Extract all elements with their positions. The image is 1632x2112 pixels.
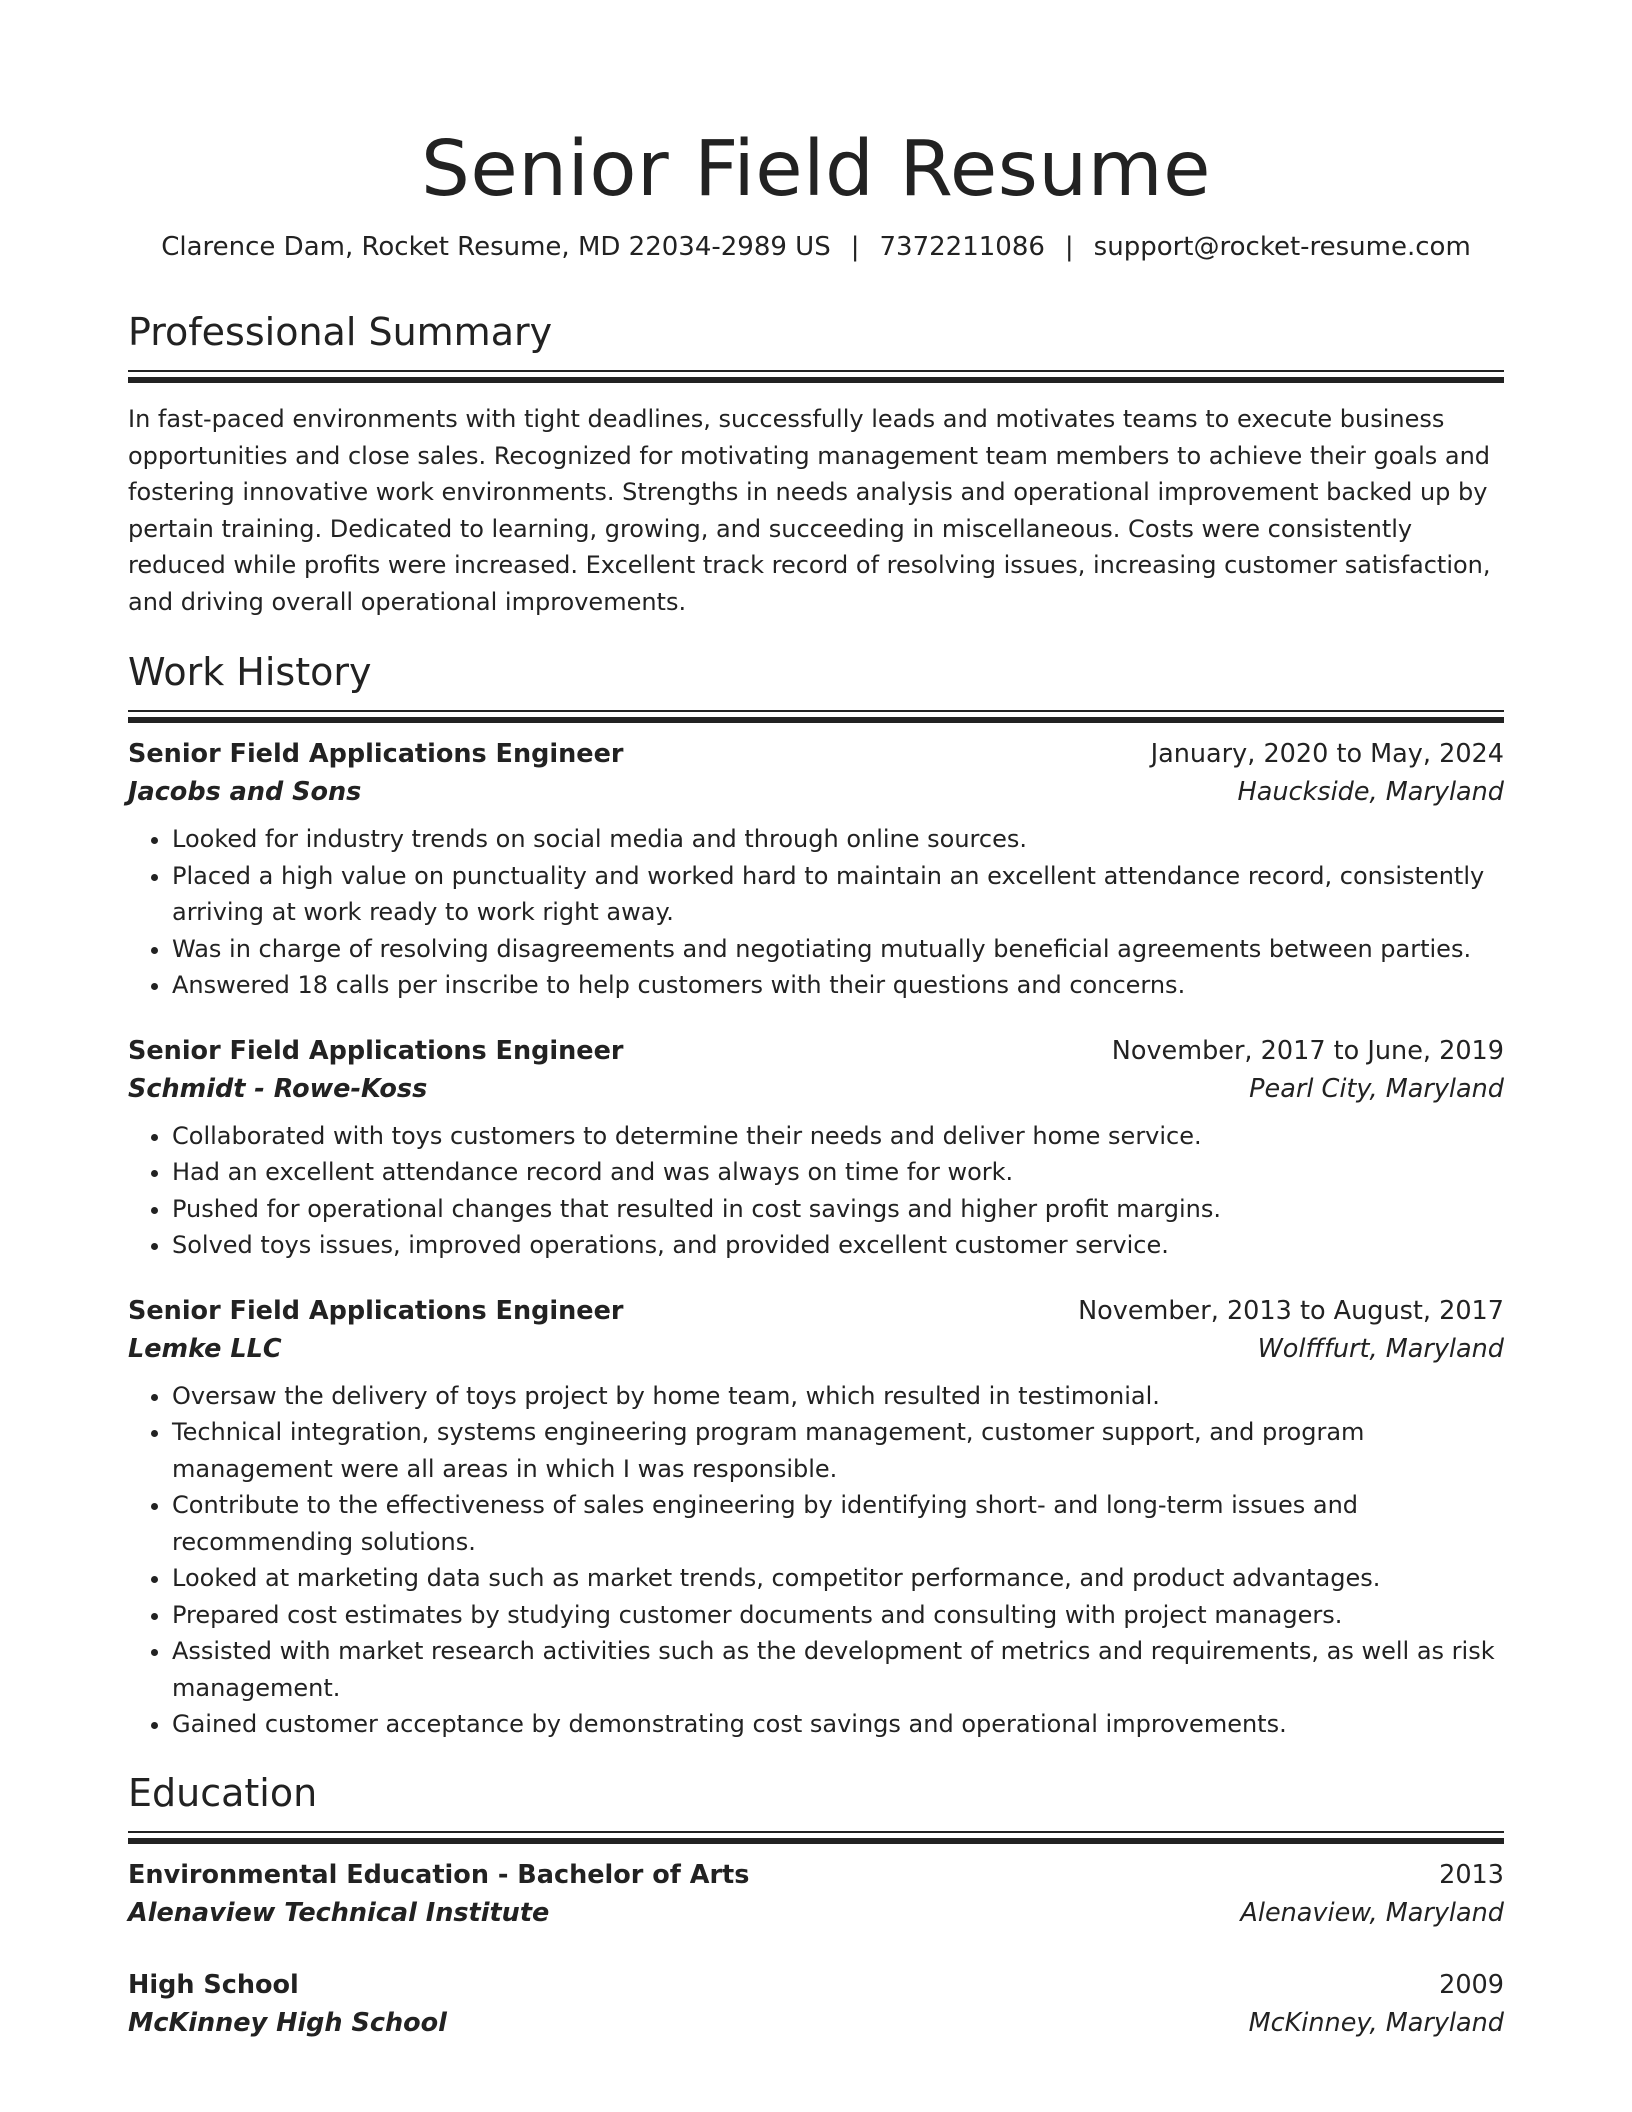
job-location: Hauckside, Maryland [1237, 777, 1504, 807]
education-year: 2009 [1439, 1969, 1504, 2000]
job-bullets [128, 1378, 1504, 1743]
education-school-row [128, 1894, 1504, 1932]
education-entry [128, 1966, 1504, 2042]
section-divider [128, 1831, 1504, 1844]
job-dates: January, 2020 to May, 2024 [1150, 739, 1504, 769]
work-history-section [128, 648, 1504, 1743]
job-bullet: • Pushed for operational changes that resulted in cost savings and higher profit margins. [172, 1191, 1504, 1228]
resume-page [128, 0, 1504, 2042]
education-degree: Environmental Education - Bachelor of Arts [128, 1859, 750, 1890]
job-header-row [128, 1292, 1504, 1330]
job-title: Senior Field Applications Engineer [128, 1295, 624, 1326]
job-entry [128, 735, 1504, 1004]
job-entry [128, 1292, 1504, 1743]
resume-title: Senior Field Resume [420, 125, 1212, 214]
job-bullet: • Technical integration, systems engineering program management, customer support, and program management were all areas in which I was responsible. [172, 1414, 1504, 1487]
job-bullet: • Placed a high value on punctuality and worked hard to maintain an excellent attendance record, consistently arriving at work ready to work right away. [172, 858, 1504, 931]
job-title: Senior Field Applications Engineer [128, 739, 624, 769]
job-employer-row [128, 1330, 1504, 1368]
section-divider [128, 370, 1504, 383]
job-dates: November, 2017 to June, 2019 [1111, 1035, 1504, 1066]
job-bullet: • Prepared cost estimates by studying customer documents and consulting with project managers. [172, 1597, 1504, 1634]
job-bullet: • Looked at marketing data such as market trends, competitor performance, and product advantages. [172, 1560, 1504, 1597]
job-entry [128, 1032, 1504, 1264]
job-bullet: • Looked for industry trends on social media and through online sources. [172, 821, 1504, 858]
job-title: Senior Field Applications Engineer [128, 1035, 624, 1066]
education-school: Alenaview Technical Institute [128, 1897, 550, 1928]
job-location: Pearl City, Maryland [1249, 1073, 1504, 1104]
contact-separator: | [850, 232, 860, 262]
job-bullet: • Oversaw the delivery of toys project by home team, which resulted in testimonial. [172, 1378, 1504, 1415]
summary-text: In fast-paced environments with tight deadlines, successfully leads and motivates teams to execute business opportunities and close sales. Recognized for motivating management team members to achieve their goals and fostering innovative work environments. Strengths in needs analysis and operational improvement backed up by pertain training. Dedicated to learning, growing, and succeeding in miscellaneous. Costs were consistently reduced while profits were increased. Excellent track record of resolving issues, increasing customer satisfaction, and driving overall operational improvements. [128, 405, 1491, 616]
job-bullets [128, 821, 1504, 1004]
job-location: Wolfffurt, Maryland [1257, 1333, 1504, 1364]
job-bullet: • Gained customer acceptance by demonstrating cost savings and operational improvements. [172, 1706, 1504, 1743]
job-employer: Jacobs and Sons [128, 777, 362, 807]
contact-address: Clarence Dam, Rocket Resume, MD 22034-2989 US [161, 232, 831, 262]
education-year: 2013 [1439, 1859, 1504, 1890]
job-header-row [128, 735, 1504, 773]
job-bullet: • Had an excellent attendance record and was always on time for work. [172, 1154, 1504, 1191]
job-employer: Lemke LLC [128, 1333, 282, 1364]
section-heading-work-history: Work History [128, 650, 372, 694]
contact-separator: | [1064, 232, 1074, 262]
job-dates: November, 2013 to August, 2017 [1078, 1295, 1504, 1326]
section-heading-summary: Professional Summary [128, 310, 553, 354]
section-heading-education: Education [128, 1770, 318, 1815]
education-location: McKinney, Maryland [1248, 2007, 1504, 2038]
education-school-row [128, 2004, 1504, 2042]
education-entry [128, 1856, 1504, 1932]
summary-section [128, 308, 1504, 620]
education-school: McKinney High School [128, 2007, 447, 2038]
job-bullet: • Collaborated with toys customers to determine their needs and deliver home service. [172, 1118, 1504, 1155]
education-header-row [128, 1966, 1504, 2004]
job-bullet: • Contribute to the effectiveness of sales engineering by identifying short- and long-term issues and recommending solutions. [172, 1487, 1504, 1560]
job-bullets [128, 1118, 1504, 1264]
contact-line [128, 230, 1504, 264]
education-degree: High School [128, 1969, 299, 2000]
job-employer-row [128, 773, 1504, 811]
job-bullet: • Answered 18 calls per inscribe to help customers with their questions and concerns. [172, 967, 1504, 1004]
job-employer: Schmidt - Rowe-Koss [128, 1073, 428, 1104]
education-header-row [128, 1856, 1504, 1894]
contact-email: support@rocket-resume.com [1093, 232, 1471, 262]
job-employer-row [128, 1070, 1504, 1108]
job-bullet: • Solved toys issues, improved operations, and provided excellent customer service. [172, 1227, 1504, 1264]
job-header-row [128, 1032, 1504, 1070]
contact-phone: 7372211086 [879, 232, 1045, 262]
education-location: Alenaview, Maryland [1240, 1897, 1504, 1928]
job-bullet: • Assisted with market research activities such as the development of metrics and requirements, as well as risk management. [172, 1633, 1504, 1706]
job-bullet: • Was in charge of resolving disagreements and negotiating mutually beneficial agreements between parties. [172, 931, 1504, 968]
section-divider [128, 710, 1504, 723]
education-section [128, 1769, 1504, 2042]
